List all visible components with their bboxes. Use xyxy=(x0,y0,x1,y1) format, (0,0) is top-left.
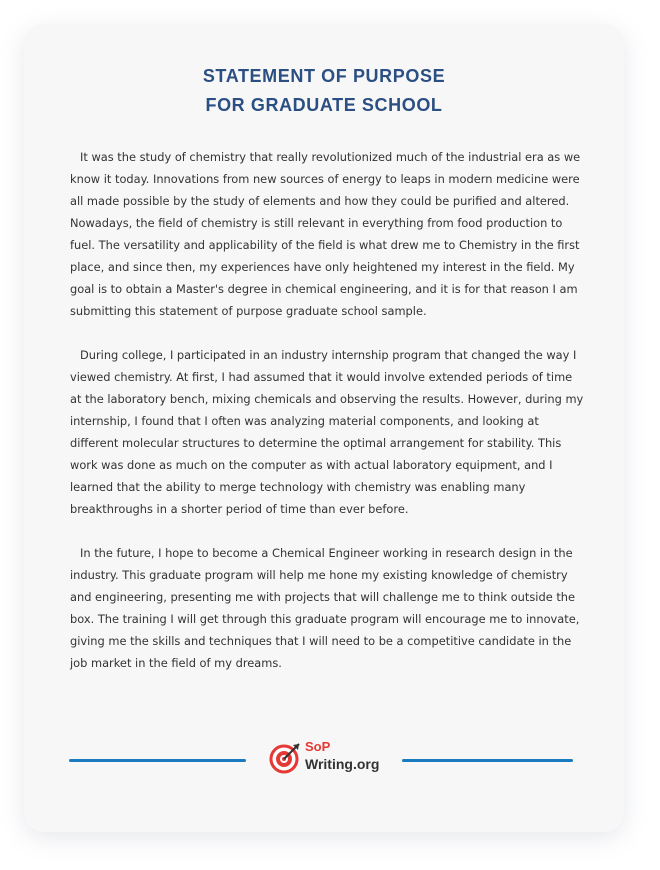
title-line-1: STATEMENT OF PURPOSE xyxy=(202,66,446,86)
logo-writing-text: Writing.org xyxy=(305,756,380,772)
document-title xyxy=(24,62,624,120)
logo-sop-text: SoP xyxy=(305,739,331,754)
document-card xyxy=(24,24,624,832)
footer-rule-left xyxy=(69,759,246,762)
sop-writing-logo xyxy=(269,738,387,778)
target-arrow-icon xyxy=(269,740,303,774)
body-paragraph-1: It was the study of chemistry that really revolutionized much of the industrial era as we know it today. Innovations from new sources of energy to leaps in modern medicine were all made possible by the study of elements and how they could be purified and altered. Nowadays, the field of chemistry is still relevant in everything from food production to fuel. The versatility and applicability of the field is what drew me to Chemistry in the first place, and since then, my experiences have only heightened my interest in the field. My goal is to obtain a Master's degree in chemical engineering, and it is for that reason I am submitting this statement of purpose graduate school sample. xyxy=(70,150,581,318)
body-paragraph-3: In the future, I hope to become a Chemical Engineer working in research design in the industry. This graduate program will help me hone my existing knowledge of chemistry and engineering, presenting me with projects that will challenge me to think outside the box. The training I will get through this graduate program will encourage me to innovate, giving me the skills and techniques that I will need to be a competitive candidate in the job market in the field of my dreams. xyxy=(70,546,580,670)
title-line-2: FOR GRADUATE SCHOOL xyxy=(205,95,443,115)
body-paragraph-2: During college, I participated in an industry internship program that changed the way I viewed chemistry. At first, I had assumed that it would involve extended periods of time at the laboratory bench, mixing chemicals and observing the results. However, during my internship, I found that I often was analyzing material components, and looking at different molecular structures to determine the optimal arrangement for stability. This work was done as much on the computer as with actual laboratory equipment, and I learned that the ability to merge technology with chemistry was enabling many breakthroughs in a shorter period of time than ever before. xyxy=(70,348,584,516)
document-body xyxy=(70,146,585,696)
footer-rule-right xyxy=(402,759,573,762)
